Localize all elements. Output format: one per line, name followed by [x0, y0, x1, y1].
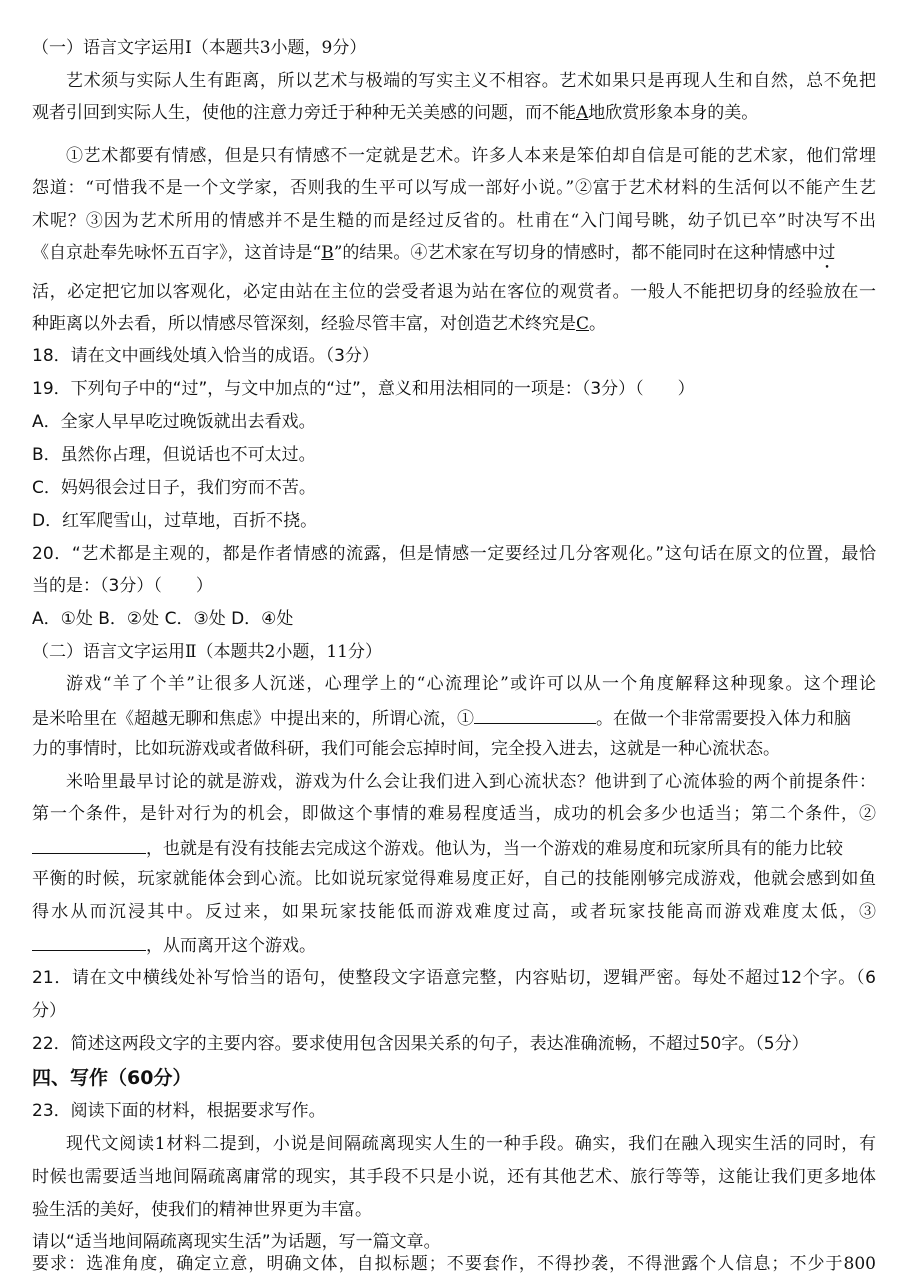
answer-blank-1[interactable] — [474, 705, 596, 724]
answer-blank-2[interactable] — [32, 835, 146, 854]
s1-p2-line6 — [32, 312, 876, 336]
question-19-option-c: C．妈妈很会过日子，我们穷而不苦。 — [32, 478, 316, 498]
s2-p1-line2 — [32, 705, 876, 731]
s2-p2-line6 — [32, 932, 876, 958]
s1-p2-line5: 活，必定把它加以客观化，必定由站在主位的尝受者退为站在客位的观赏者。一般人不能把切身的经验放在一 — [32, 282, 876, 302]
question-21-line2: 分） — [32, 1001, 66, 1021]
s2-p2-line2: 第一个条件，是针对行为的机会，即做这个事情的难易程度适当，成功的机会多少也适当；第二个条件，② — [32, 804, 876, 824]
s1-p1-line2 — [32, 101, 876, 125]
s1-p2-line4 — [32, 241, 876, 273]
section1-heading: （一）语言文字运用Ⅰ（本题共3小题，9分） — [32, 38, 367, 58]
s1-p2-line4-b: ”的结果。④艺术家在写切身的情感时，都不能同时在这种情感中 — [333, 243, 819, 263]
s2-p2-line6-text: ，从而离开这个游戏。 — [146, 936, 316, 956]
s2-p1-line1: 游戏“羊了个羊”让很多人沉迷，心理学上的“心流理论”或许可以从一个角度解释这种现象。这个理论 — [66, 674, 876, 694]
s1-p1-line2-a: 观者引回到实际人生，使他的注意力旁迁于种种无关美感的问题，而不能 — [32, 103, 576, 123]
blank-marker-b: B — [321, 243, 334, 263]
question-22: 22．简述这两段文字的主要内容。要求使用包含因果关系的句子，表达准确流畅，不超过50字。（5分） — [32, 1034, 809, 1054]
question-20-line1: 20．“艺术都是主观的，都是作者情感的流露，但是情感一定要经过几分客观化。”这句话在原文的位置，最恰 — [32, 544, 876, 564]
s2-p2-line4: 平衡的时候，玩家就能体会到心流。比如说玩家觉得难易度正好，自己的技能刚够完成游戏，他就会感到如鱼 — [32, 869, 876, 889]
blank-marker-c: C — [576, 314, 590, 334]
question-23: 23．阅读下面的材料，根据要求写作。 — [32, 1101, 326, 1121]
dotted-character-guo: 过 — [818, 243, 836, 263]
s1-p2-line6-a: 种距离以外去看，所以情感尽管深刻，经验尽管丰富，对创造艺术终究是 — [32, 314, 576, 334]
s2-p1-line2-a: 是米哈里在《超越无聊和焦虑》中提出来的，所谓心流，① — [32, 709, 474, 729]
s2-p2-line3 — [32, 835, 876, 861]
writing-material-line3: 验生活的美好，使我们的精神世界更为丰富。 — [32, 1200, 372, 1220]
writing-topic: 请以“适当地间隔疏离现实生活”为话题，写一篇文章。 — [32, 1232, 441, 1252]
s2-p2-line1: 米哈里最早讨论的就是游戏，游戏为什么会让我们进入到心流状态？他讲到了心流体验的两个前提条件： — [66, 772, 876, 792]
writing-material-line1: 现代文阅读1材料二提到，小说是间隔疏离现实人生的一种手段。确实，我们在融入现实生活的同时，有 — [66, 1134, 876, 1154]
s1-p1-line1: 艺术须与实际人生有距离，所以艺术与极端的写实主义不相容。艺术如果只是再现人生和自然，总不免把 — [66, 71, 876, 91]
s1-p2-line6-b: 。 — [589, 314, 607, 334]
section2-heading: （二）语言文字运用Ⅱ（本题共2小题，11分） — [32, 642, 383, 662]
question-20-options: A．①处 B．②处 C．③处 D．④处 — [32, 609, 294, 629]
question-19-option-d: D．红军爬雪山，过草地，百折不挠。 — [32, 511, 318, 531]
writing-heading: 四、写作（60分） — [32, 1067, 192, 1089]
s1-p1-line2-b: 地欣赏形象本身的美。 — [588, 103, 759, 123]
question-20-line2: 当的是：（3分）（ ） — [32, 576, 213, 596]
s2-p2-line5: 得水从而沉浸其中。反过来，如果玩家技能低而游戏难度过高，或者玩家技能高而游戏难度太低，③ — [32, 902, 876, 922]
question-19-stem: 19．下列句子中的“过”，与文中加点的“过”，意义和用法相同的一项是：（3分）（ ） — [32, 379, 695, 399]
question-21-line1: 21．请在文中横线处补写恰当的语句，使整段文字语意完整，内容贴切，逻辑严密。每处不超过12个字。（6 — [32, 968, 876, 988]
question-19-option-a: A．全家人早早吃过晚饭就出去看戏。 — [32, 412, 316, 432]
s1-p2-line2: 怨道：“可惜我不是一个文学家，否则我的生平可以写成一部好小说。”②富于艺术材料的生活何以不能产生艺 — [32, 178, 876, 198]
s1-p2-line1: ①艺术都要有情感，但是只有情感不一定就是艺术。许多人本来是笨伯却自信是可能的艺术家，他们常埋 — [66, 146, 876, 166]
s2-p2-line3-text: ，也就是有没有技能去完成这个游戏。他认为，当一个游戏的难易度和玩家所具有的能力比较 — [146, 839, 843, 859]
blank-marker-a: A — [576, 103, 589, 123]
s1-p2-line3: 术呢？③因为艺术所用的情感并不是生糙的而是经过反省的。杜甫在“入门闻号眺，幼子饥已卒”时决写不出 — [32, 211, 876, 231]
question-18: 18．请在文中画线处填入恰当的成语。（3分） — [32, 346, 379, 366]
question-19-option-b: B．虽然你占理，但说话也不可太过。 — [32, 445, 316, 465]
writing-material-line2: 时候也需要适当地间隔疏离庸常的现实，其手段不只是小说，还有其他艺术、旅行等等，这能让我们更多地体 — [32, 1167, 876, 1187]
s1-p2-line4-a: 《自京赴奉先咏怀五百字》，这首诗是“ — [32, 243, 322, 263]
s2-p1-line2-b: 。在做一个非常需要投入体力和脑 — [596, 709, 851, 729]
answer-blank-3[interactable] — [32, 932, 146, 951]
writing-requirements: 要求：选准角度，确定立意，明确文体，自拟标题；不要套作，不得抄袭，不得泄露个人信息；不少于800 — [32, 1254, 876, 1274]
s2-p1-line3: 力的事情时，比如玩游戏或者做科研，我们可能会忘掉时间，完全投入进去，这就是一种心流状态。 — [32, 739, 780, 759]
